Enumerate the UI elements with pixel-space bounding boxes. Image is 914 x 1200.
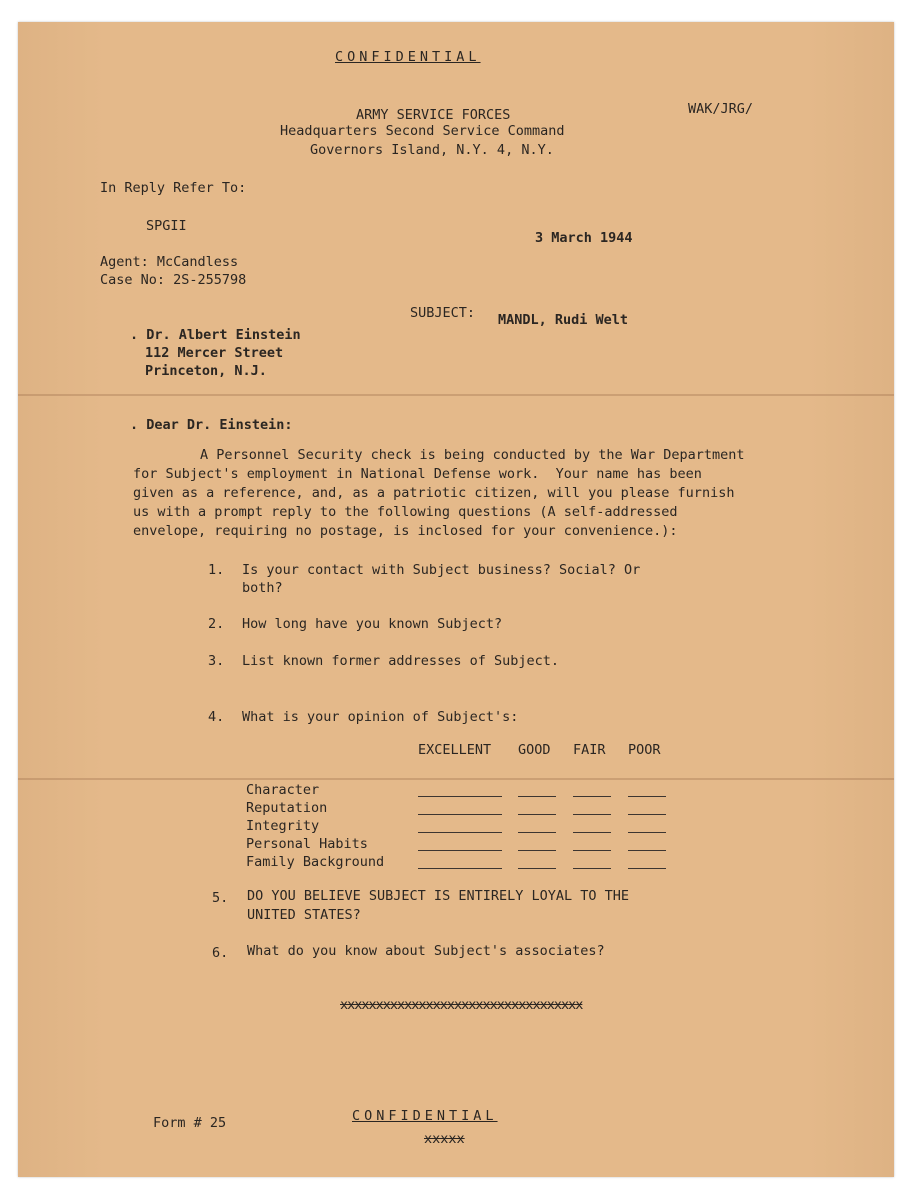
rating-blank[interactable] [518,832,556,833]
command-name: Headquarters Second Service Command [280,123,565,139]
rating-blank[interactable] [628,868,666,869]
paper-fold [18,778,894,780]
rating-blank[interactable] [573,814,611,815]
rating-blank[interactable] [418,868,502,869]
rating-blank[interactable] [573,868,611,869]
rating-blank[interactable] [418,796,502,797]
rating-blank[interactable] [628,850,666,851]
rating-column-header: EXCELLENT [418,742,492,758]
body-line: given as a reference, and, as a patriotic citizen, will you please furnish [133,485,735,501]
recipient-city: Princeton, N.J. [145,363,267,379]
body-line: envelope, requiring no postage, is inclosed for your convenience.): [133,523,678,539]
struck-out-small: xxxxx [424,1131,465,1147]
rating-blank[interactable] [418,814,502,815]
question-text: What is your opinion of Subject's: [242,709,519,725]
initials: WAK/JRG/ [688,101,754,117]
recipient-name: . Dr. Albert Einstein [130,327,301,343]
classification-bottom: CONFIDENTIAL [352,1108,498,1124]
rating-row-label: Family Background [246,854,385,870]
rating-blank[interactable] [418,832,502,833]
rating-column-header: GOOD [518,742,551,758]
recipient-street: 112 Mercer Street [145,345,284,361]
rating-blank[interactable] [628,814,666,815]
rating-blank[interactable] [573,832,611,833]
salutation: . Dear Dr. Einstein: [130,417,293,433]
question-text: What do you know about Subject's associates? [247,943,605,959]
case-number: Case No: 2S-255798 [100,272,247,288]
rating-blank[interactable] [518,814,556,815]
rating-row-label: Integrity [246,818,320,834]
body-line: for Subject's employment in National Defense work. Your name has been [133,466,702,482]
rating-row-label: Character [246,782,320,798]
question-text: List known former addresses of Subject. [242,653,559,669]
rating-row-label: Reputation [246,800,328,816]
question-number: 1. [208,562,225,578]
question-text: UNITED STATES? [247,907,361,923]
reply-label: In Reply Refer To: [100,180,247,196]
question-text: Is your contact with Subject business? Social? Or [242,562,641,578]
rating-blank[interactable] [628,832,666,833]
agent: Agent: McCandless [100,254,239,270]
classification-top: CONFIDENTIAL [335,49,481,65]
question-text: How long have you known Subject? [242,616,503,632]
reference-code: SPGII [146,218,187,234]
question-number: 5. [212,890,229,906]
rating-blank[interactable] [518,868,556,869]
rating-column-header: POOR [628,742,661,758]
rating-blank[interactable] [518,850,556,851]
question-number: 4. [208,709,225,725]
rating-blank[interactable] [628,796,666,797]
body-line: A Personnel Security check is being conducted by the War Department [200,447,745,463]
rating-blank[interactable] [518,796,556,797]
question-text: DO YOU BELIEVE SUBJECT IS ENTIRELY LOYAL TO THE [247,888,630,904]
paper-fold [18,394,894,396]
subject-name: MANDL, Rudi Welt [498,312,629,328]
form-number: Form # 25 [153,1115,227,1131]
location: Governors Island, N.Y. 4, N.Y. [310,142,554,158]
rating-column-header: FAIR [573,742,606,758]
subject-label: SUBJECT: [410,305,476,321]
struck-out-line: xxxxxxxxxxxxxxxxxxxxxxxxxxxxxxxxxx [340,997,583,1013]
question-number: 2. [208,616,225,632]
letter-date: 3 March 1944 [535,230,633,246]
rating-blank[interactable] [573,796,611,797]
org-name: ARMY SERVICE FORCES [356,107,511,123]
body-line: us with a prompt reply to the following questions (A self-addressed [133,504,678,520]
rating-blank[interactable] [573,850,611,851]
rating-blank[interactable] [418,850,502,851]
question-number: 3. [208,653,225,669]
question-text: both? [242,580,283,596]
rating-row-label: Personal Habits [246,836,368,852]
question-number: 6. [212,945,229,961]
